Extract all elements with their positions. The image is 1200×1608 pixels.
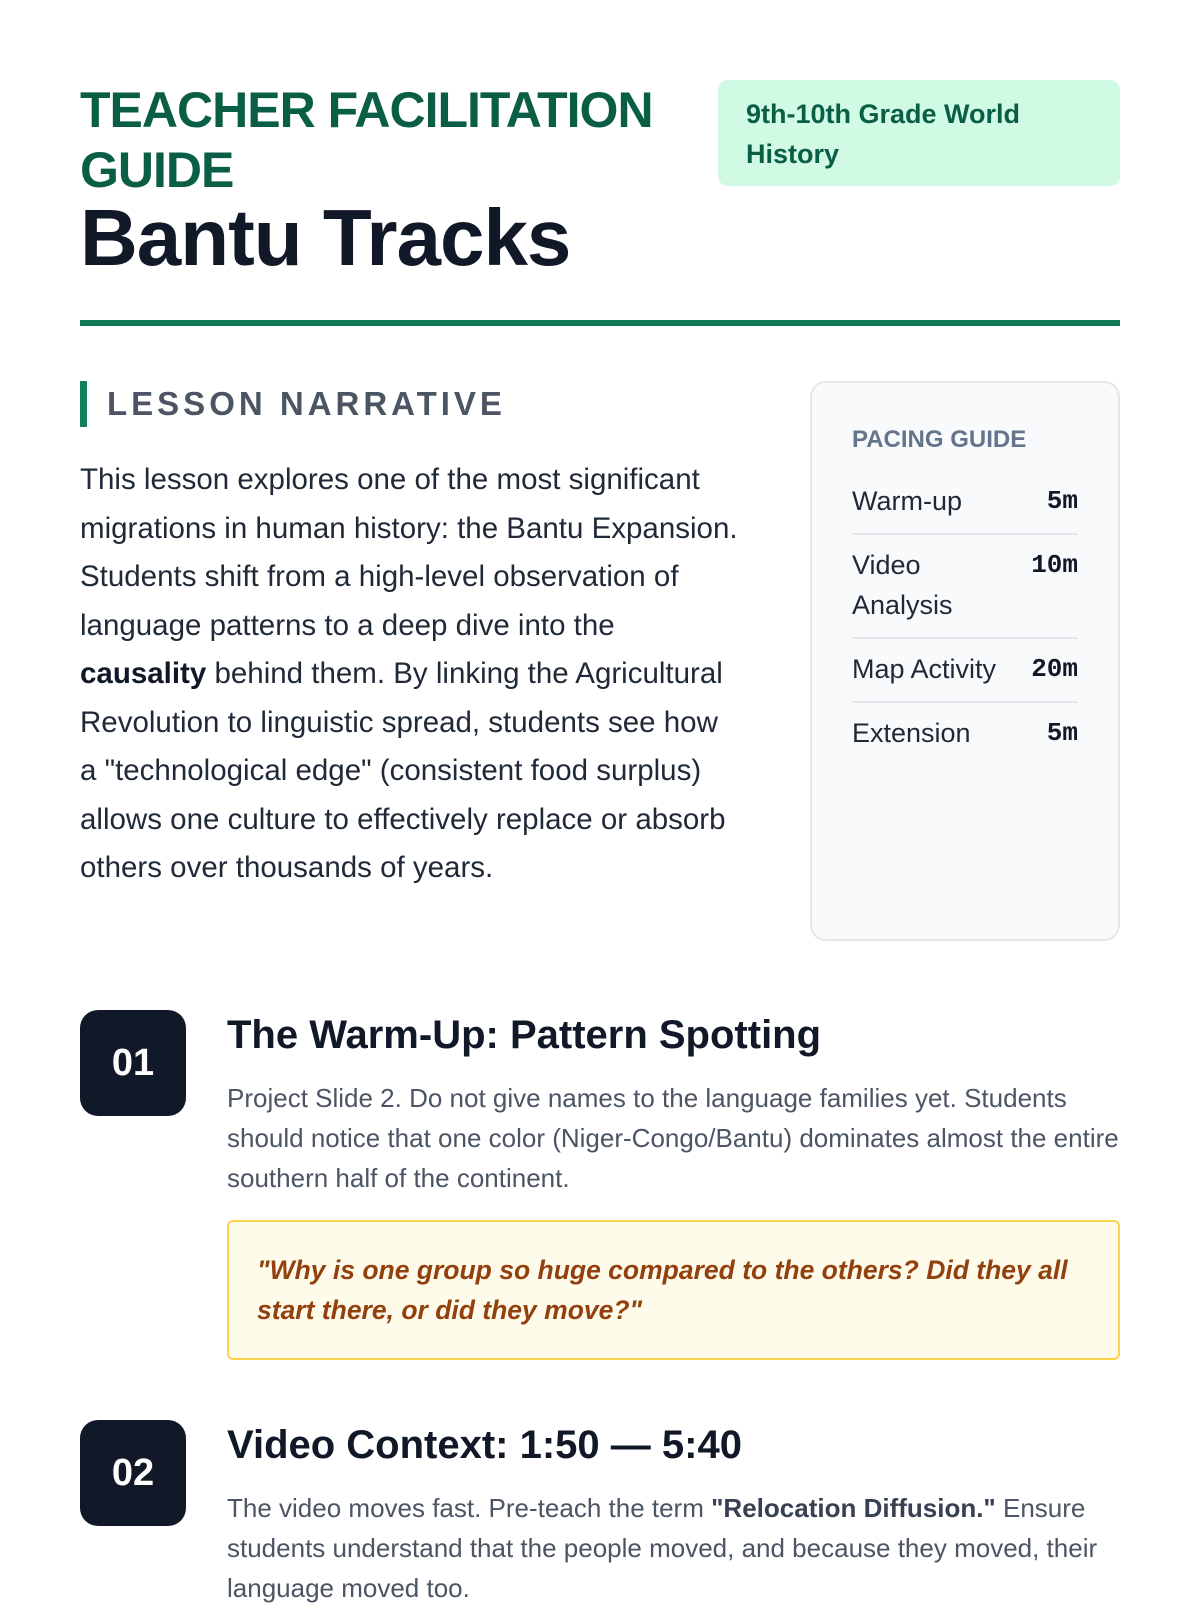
pacing-row (852, 471, 1078, 535)
header-divider (80, 320, 1120, 326)
pacing-row (852, 535, 1078, 639)
pacing-row (852, 703, 1078, 765)
pacing-duration: 5m (1046, 486, 1078, 516)
narrative-text-end: behind them. By linking the Agricultural Revolution to linguistic spread, students see how a "technological edge" (consistent food surplus) allows one culture to effectively replace or absorb others over thousands of years. (80, 657, 726, 884)
pacing-row (852, 639, 1078, 703)
discussion-question-callout: "Why is one group so huge compared to the others? Did they all start there, or did they move?" (227, 1220, 1120, 1360)
pacing-activity: Extension (852, 718, 971, 748)
lesson-title: Bantu Tracks (80, 193, 571, 282)
narrative-heading: LESSON NARRATIVE (80, 381, 506, 427)
pacing-activity: Warm-up (852, 486, 963, 516)
step-number-badge: 01 (80, 1010, 186, 1116)
page-header (80, 80, 1120, 320)
pacing-duration: 10m (1031, 550, 1078, 580)
step-content (227, 1010, 1120, 1360)
guide-kicker: TEACHER FACILITATION GUIDE (80, 82, 653, 198)
narrative-body (80, 456, 740, 893)
pacing-guide-title: PACING GUIDE (852, 426, 1027, 453)
step-title: The Warm-Up: Pattern Spotting (227, 1013, 822, 1057)
step-content (227, 1420, 1120, 1608)
step-desc-end: Ensure students understand that the people moved, and because they moved, their language moved too. (227, 1493, 1098, 1603)
pacing-duration: 5m (1046, 718, 1078, 748)
pacing-guide-card (810, 381, 1120, 941)
narrative-emphasis: causality (80, 657, 207, 690)
pacing-activity: Video Analysis (852, 550, 953, 620)
step-desc-term: "Relocation Diffusion." (711, 1493, 996, 1523)
step-desc-start: The video moves fast. Pre-teach the term (227, 1493, 712, 1523)
step-title: Video Context: 1:50 — 5:40 (227, 1423, 742, 1467)
narrative-text-start: This lesson explores one of the most significant migrations in human history: the Bantu Expansion. Students shift from a high-level observation of language patterns to a deep dive into the (80, 463, 738, 642)
pacing-duration: 20m (1031, 654, 1078, 684)
pacing-activity: Map Activity (852, 654, 997, 684)
step-number-badge: 02 (80, 1420, 186, 1526)
grade-badge: 9th-10th Grade World History (718, 80, 1120, 186)
step-description: Project Slide 2. Do not give names to the language families yet. Students should notice that one color (Niger-Congo/Bantu) dominates almost the entire southern half of the continent. (227, 1083, 1119, 1193)
step-description (227, 1488, 1120, 1608)
